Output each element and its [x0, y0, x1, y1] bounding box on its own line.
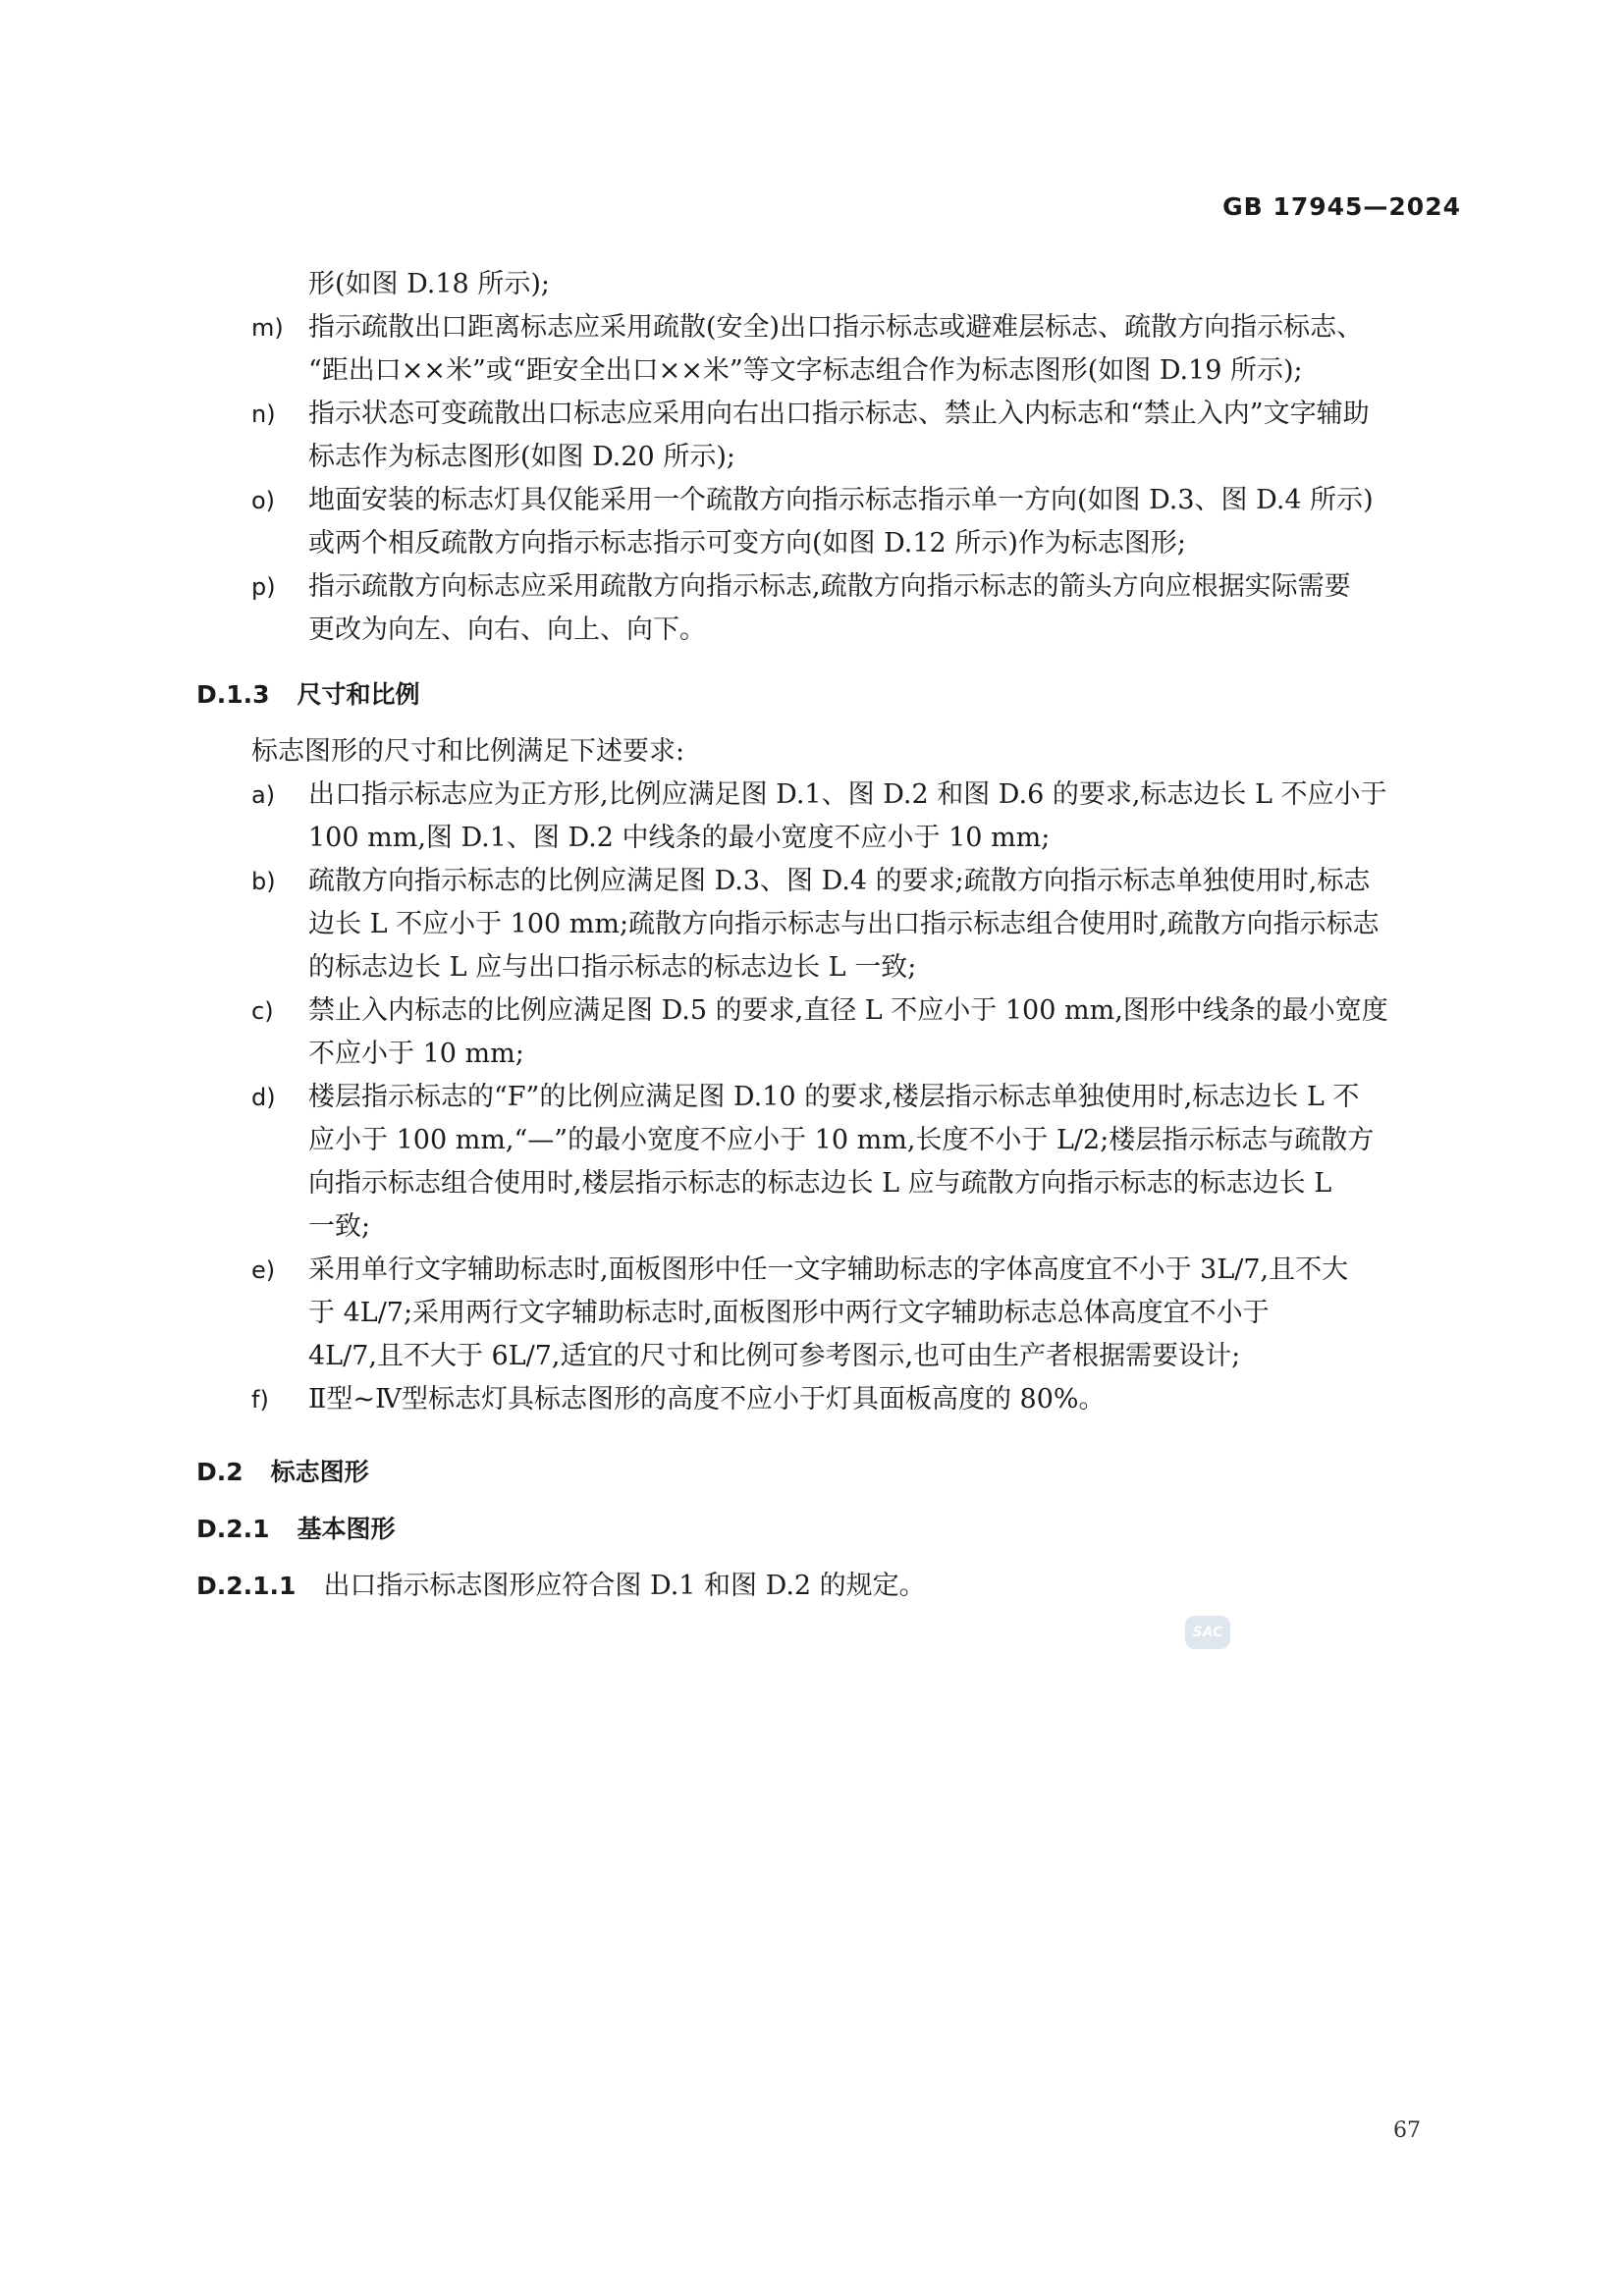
clause-number: D.2.1.1 — [196, 1572, 297, 1600]
list-marker: n) — [251, 400, 276, 428]
list-marker: c) — [251, 997, 274, 1025]
list-item — [196, 989, 1463, 1076]
page-content — [196, 263, 1463, 1608]
section-number: D.1.3 — [196, 680, 270, 709]
list-line: 禁止入内标志的比例应满足图 D.5 的要求,直径 L 不应小于 100 mm,图形中线条的最小宽度 — [308, 995, 1388, 1026]
list-line: 指示状态可变疏散出口标志应采用向右出口指示标志、禁止入内标志和“禁止入内”文字辅助 — [308, 399, 1370, 429]
list-line: 楼层指示标志的“F”的比例应满足图 D.10 的要求,楼层指示标志单独使用时,标志边长 L 不 — [308, 1082, 1360, 1112]
list-line: 更改为向左、向右、向上、向下。 — [308, 614, 706, 645]
list-line: 出口指示标志应为正方形,比例应满足图 D.1、图 D.2 和图 D.6 的要求,标志边长 L 不应小于 — [308, 779, 1387, 810]
sac-watermark-logo: SAC — [1185, 1616, 1230, 1649]
list-line: 形(如图 D.18 所示); — [308, 269, 550, 299]
list-item — [196, 774, 1463, 860]
list-marker: e) — [251, 1256, 276, 1284]
list-line: 指示疏散出口距离标志应采用疏散(安全)出口指示标志或避难层标志、疏散方向指示标志、 — [308, 312, 1364, 343]
list-line: 4L/7,且不大于 6L/7,适宜的尺寸和比例可参考图示,也可由生产者根据需要设计; — [308, 1341, 1241, 1371]
list-line: 疏散方向指示标志的比例应满足图 D.3、图 D.4 的要求;疏散方向指示标志单独使用时,标志 — [308, 866, 1371, 896]
section-title: 标志图形 — [270, 1458, 369, 1486]
list-line: 于 4L/7;采用两行文字辅助标志时,面板图形中两行文字辅助标志总体高度宜不小于 — [308, 1298, 1270, 1328]
list-marker: b) — [251, 868, 276, 895]
clause-d-2-1-1 — [196, 1565, 1463, 1608]
section-heading-d-2 — [196, 1451, 1463, 1494]
list-item — [196, 393, 1463, 479]
list-line: 指示疏散方向标志应采用疏散方向指示标志,疏散方向指示标志的箭头方向应根据实际需要 — [308, 571, 1351, 602]
list-a-to-f — [196, 774, 1463, 1421]
list-item — [196, 1249, 1463, 1378]
list-line: 不应小于 10 mm; — [308, 1039, 524, 1069]
list-line: 的标志边长 L 应与出口指示标志的标志边长 L 一致; — [308, 952, 917, 983]
list-marker: d) — [251, 1084, 276, 1111]
list-line: 或两个相反疏散方向指示标志指示可变方向(如图 D.12 所示)作为标志图形; — [308, 528, 1186, 559]
list-line: 地面安装的标志灯具仅能采用一个疏散方向指示标志指示单一方向(如图 D.3、图 D.4 所示) — [308, 485, 1374, 515]
list-item — [196, 1076, 1463, 1249]
list-line: 100 mm,图 D.1、图 D.2 中线条的最小宽度不应小于 10 mm; — [308, 823, 1051, 853]
section-intro: 标志图形的尺寸和比例满足下述要求: — [251, 736, 685, 767]
list-line: 边长 L 不应小于 100 mm;疏散方向指示标志与出口指示标志组合使用时,疏散方向指示标志 — [308, 909, 1380, 939]
list-line: 采用单行文字辅助标志时,面板图形中任一文字辅助标志的字体高度宜不小于 3L/7,且不大 — [308, 1255, 1349, 1285]
section-number: D.2 — [196, 1458, 244, 1486]
list-item — [196, 1378, 1463, 1421]
list-item — [196, 479, 1463, 565]
clause-text: 出口指示标志图形应符合图 D.1 和图 D.2 的规定。 — [323, 1571, 926, 1601]
section-title: 基本图形 — [297, 1515, 396, 1543]
list-marker: m) — [251, 314, 284, 342]
list-item — [196, 565, 1463, 652]
standard-code: GB 17945—2024 — [1222, 192, 1461, 221]
list-marker: a) — [251, 781, 276, 809]
list-marker: f) — [251, 1386, 269, 1414]
list-marker: p) — [251, 573, 276, 601]
section-heading-d-1-3 — [196, 673, 1463, 717]
list-item-l-continuation — [196, 263, 1463, 306]
list-item — [196, 860, 1463, 989]
section-title: 尺寸和比例 — [297, 680, 420, 709]
list-line: 标志作为标志图形(如图 D.20 所示); — [308, 442, 735, 472]
section-heading-d-2-1 — [196, 1508, 1463, 1551]
page-number: 67 — [1393, 2118, 1421, 2143]
list-line: 一致; — [308, 1211, 371, 1242]
list-marker: o) — [251, 487, 276, 514]
list-line: 应小于 100 mm,“—”的最小宽度不应小于 10 mm,长度不小于 L/2;楼层指示标志与疏散方 — [308, 1125, 1375, 1155]
list-line: “距出口××米”或“距安全出口××米”等文字标志组合作为标志图形(如图 D.19 所示); — [308, 355, 1303, 386]
list-line: 向指示标志组合使用时,楼层指示标志的标志边长 L 应与疏散方向指示标志的标志边长 L — [308, 1168, 1332, 1199]
list-m-to-p — [196, 306, 1463, 652]
list-line: Ⅱ型~Ⅳ型标志灯具标志图形的高度不应小于灯具面板高度的 80%。 — [308, 1384, 1106, 1415]
section-number: D.2.1 — [196, 1515, 270, 1543]
list-item — [196, 306, 1463, 393]
